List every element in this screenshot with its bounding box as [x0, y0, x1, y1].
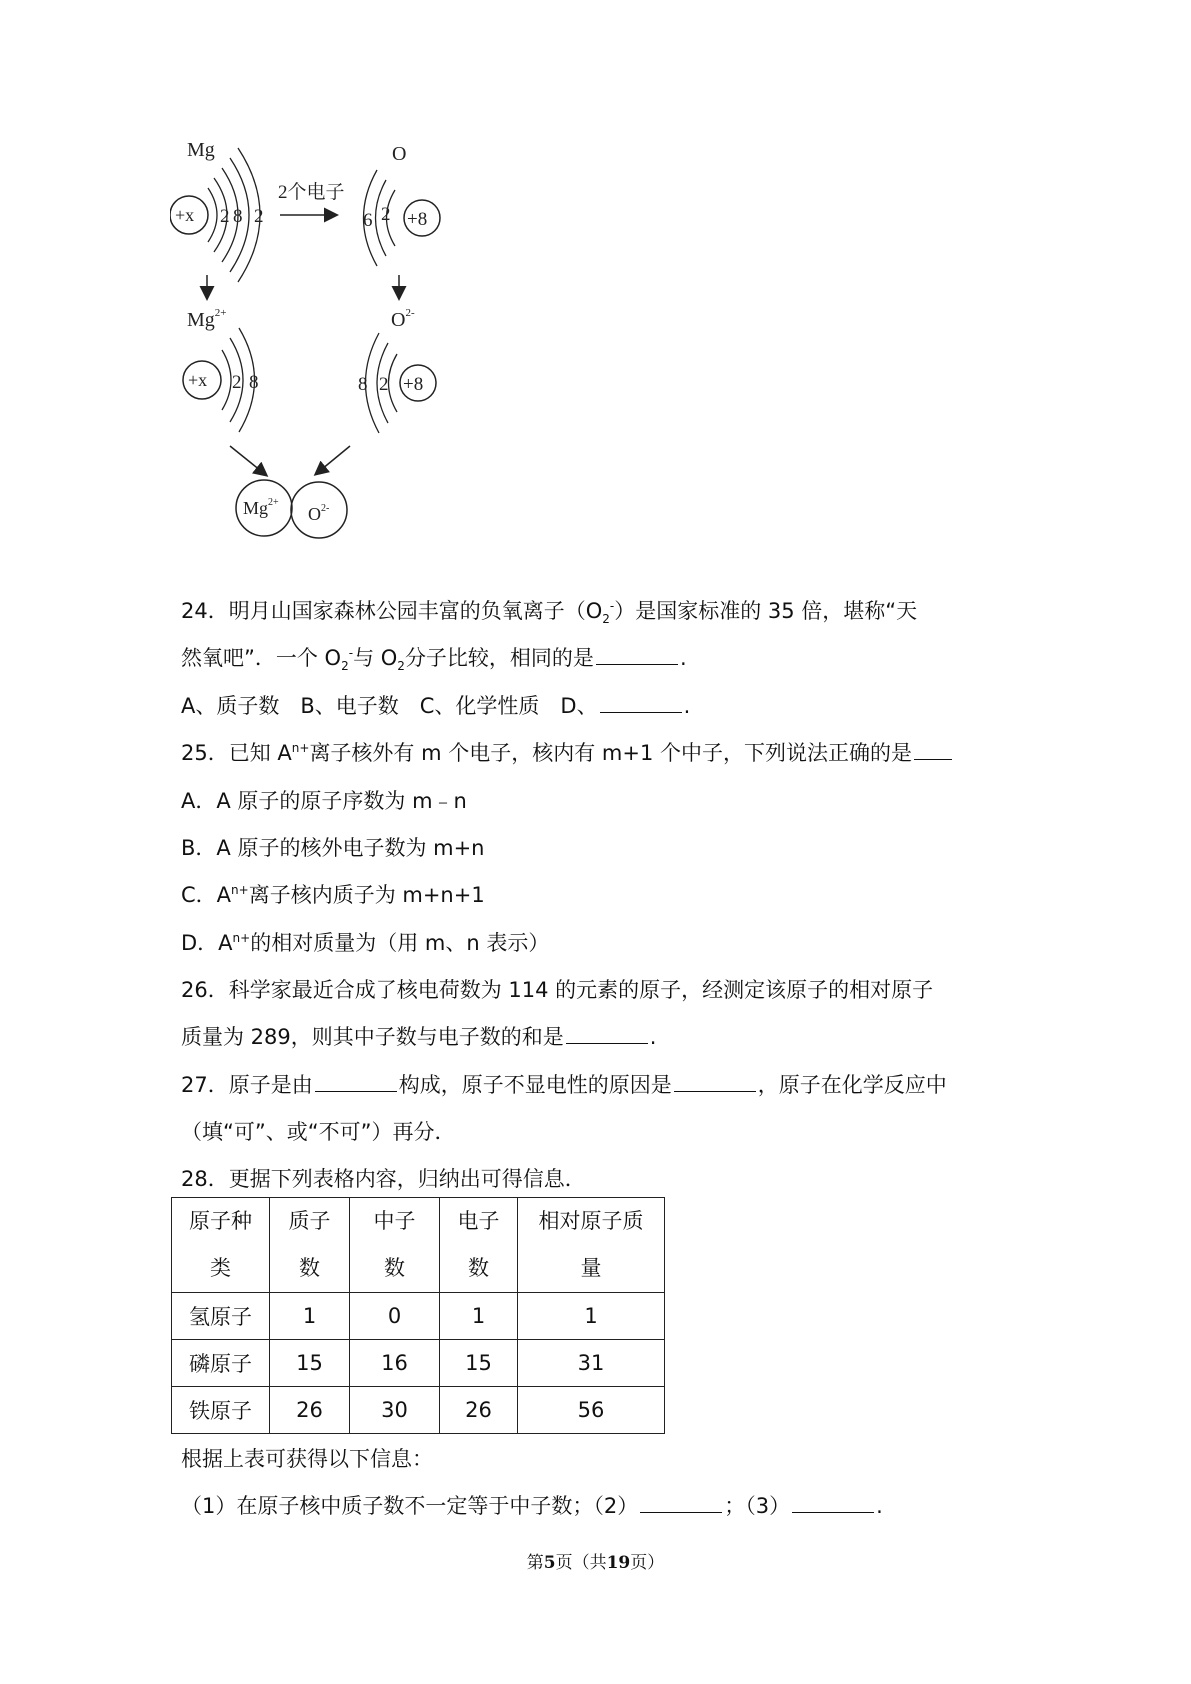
mg-ion-arrow [230, 446, 266, 475]
mg-label: Mg [187, 140, 215, 161]
q25-answer-blank[interactable] [914, 739, 952, 760]
cell-neutrons: 30 [350, 1387, 440, 1434]
atom-data-table [171, 1197, 665, 1434]
electron-transfer-label: 2个电子 [278, 182, 345, 203]
o-ion-nucleus-charge: +8 [403, 374, 424, 395]
q24-answer-blank[interactable] [596, 644, 678, 665]
cell-electrons: 26 [440, 1387, 518, 1434]
product-mg-label: $Mg^{2+}$ [243, 497, 279, 518]
mg-nucleus-charge: +x [175, 205, 195, 225]
o-shell-1: 6 [363, 210, 373, 231]
q27-blank-1[interactable] [315, 1071, 397, 1092]
current-page: 5 [543, 1553, 556, 1573]
q26-line-1: 26．科学家最近合成了核电荷数为 114 的元素的原子，经测定该原子的相对原子 [181, 978, 934, 1002]
cell-mass: 1 [518, 1293, 665, 1340]
o-ion-arrow [316, 446, 350, 474]
o-nucleus-charge: +8 [407, 209, 428, 230]
table-row [172, 1340, 665, 1387]
cell-mass: 56 [518, 1387, 665, 1434]
cell-atom: 铁原子 [172, 1387, 270, 1434]
header-electrons: 电子 数 [440, 1198, 518, 1293]
o-ion-shell-2: 2 [379, 374, 389, 395]
total-pages: 19 [606, 1553, 631, 1573]
mg-ion-label: $Mg^{2+}$ [187, 307, 227, 331]
cell-protons: 1 [270, 1293, 350, 1340]
cell-electrons: 15 [440, 1340, 518, 1387]
table-header-row [172, 1198, 665, 1293]
o-ion-label: $O^{2-}$ [391, 307, 415, 331]
q28-stem: 28．更据下列表格内容，归纳出可得信息． [181, 1167, 586, 1191]
q28-after-table: 根据上表可获得以下信息： [181, 1447, 433, 1471]
atom-structure-diagram [170, 140, 470, 580]
q27-line-2: （填“可”、或“不可”）再分． [181, 1120, 456, 1144]
header-protons: 质子 数 [270, 1198, 350, 1293]
q25-option-d: D．$A^{n+}$的相对质量为（用 m、n 表示） [181, 931, 550, 955]
q25-option-c: C．$A^{n+}$离子核内质子为 m+n+1 [181, 883, 485, 907]
table-row [172, 1387, 665, 1434]
q27-blank-2[interactable] [674, 1071, 756, 1092]
mg-shell-1: 2 [220, 206, 230, 227]
header-relative-mass: 相对原子质 量 [518, 1198, 665, 1293]
q26-answer-blank[interactable] [566, 1023, 648, 1044]
header-atom-type: 原子种 类 [172, 1198, 270, 1293]
o-shell-2: 2 [381, 204, 391, 225]
o-ion-shell-1: 8 [358, 374, 368, 395]
cell-neutrons: 0 [350, 1293, 440, 1340]
product-o-label: $O^{2-}$ [308, 503, 330, 524]
q24-line-2: 然氧吧”．一个 $O_2^-$与 $O_2$分子比较，相同的是 . [181, 646, 687, 674]
cell-neutrons: 16 [350, 1340, 440, 1387]
q26-line-2: 质量为 289，则其中子数与电子数的和是 . [181, 1025, 657, 1049]
cell-atom: 磷原子 [172, 1340, 270, 1387]
q28-blank-3[interactable] [792, 1492, 874, 1513]
q24-options: A、质子数 B、电子数 C、化学性质 D、 . [181, 694, 691, 718]
o-label: O [392, 143, 407, 165]
page-footer: 第5页（共19页） [526, 1553, 665, 1573]
cell-electrons: 1 [440, 1293, 518, 1340]
mg-ion-shell-2: 8 [249, 372, 259, 393]
cell-atom: 氢原子 [172, 1293, 270, 1340]
cell-protons: 26 [270, 1387, 350, 1434]
q25-stem: 25．已知 $A^{n+}$离子核外有 m 个电子，核内有 m+1 个中子，下列说法正确的是 [181, 738, 954, 768]
cell-mass: 31 [518, 1340, 665, 1387]
mg-ion-shell-1: 2 [232, 372, 242, 393]
q27-line-1: 27．原子是由 构成，原子不显电性的原因是 ，原子在化学反应中 [181, 1073, 947, 1097]
table-row [172, 1293, 665, 1340]
cell-protons: 15 [270, 1340, 350, 1387]
header-neutrons: 中子 数 [350, 1198, 440, 1293]
mg-shell-2: 8 [233, 206, 243, 227]
q25-option-b: B．A 原子的核外电子数为 m+n [181, 836, 485, 860]
mg-ion-nucleus-charge: +x [188, 370, 208, 390]
q28-blank-2[interactable] [640, 1492, 722, 1513]
mg-shell-3: 2 [254, 206, 264, 227]
q24-line-1: 24．明月山国家森林公园丰富的负氧离子$(O_2^-)$是国家标准的 35 倍，堪称“天 [181, 599, 918, 627]
q25-option-a: A．A 原子的原子序数为 m﹣n [181, 789, 467, 813]
q28-info-line: （1）在原子核中质子数不一定等于中子数；（2） ；（3） . [181, 1494, 883, 1518]
q24-option-d-blank[interactable] [600, 692, 682, 713]
